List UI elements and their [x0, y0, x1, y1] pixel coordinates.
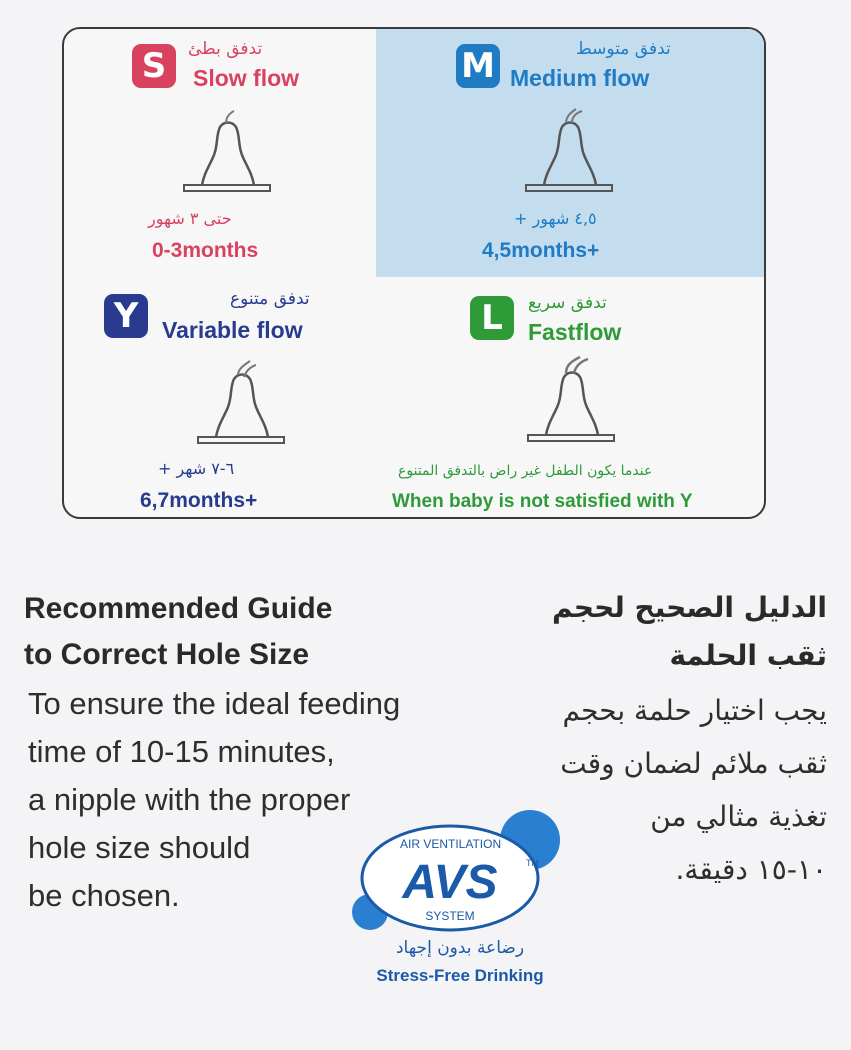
medium-flow-label: Medium flow — [510, 65, 650, 91]
fast-flow-arabic: تدفق سريع — [528, 293, 607, 313]
guide-body-line: be chosen. — [28, 878, 180, 913]
medium-nipple-icon — [516, 103, 622, 199]
variable-flow-label: Variable flow — [162, 317, 303, 343]
fast-note-arabic: عندما يكون الطفل غير راض بالتدفق المتنوع — [398, 463, 653, 479]
fast-note-label: When baby is not satisfied with Y — [392, 491, 693, 512]
variable-flow-cell — [64, 279, 394, 519]
medium-age-label: 4,5months+ — [482, 239, 600, 262]
variable-flow-badge: Y — [104, 294, 148, 338]
slow-age-arabic: حتى ٣ شهور — [148, 209, 232, 228]
arabic-guide-title — [467, 584, 827, 680]
guide-body-line: time of 10-15 minutes, — [28, 734, 335, 769]
avs-tagline-arabic: رضاعة بدون إجهاد — [395, 938, 525, 958]
avs-logo-icon — [340, 808, 580, 938]
slow-age-label: 0-3months — [152, 239, 259, 262]
slow-nipple-icon — [174, 103, 280, 199]
arabic-body-line: ١٠-١٥ دقيقة. — [675, 853, 827, 886]
slow-flow-arabic: تدفق بطئ — [188, 39, 263, 59]
guide-title-line: to Correct Hole Size — [24, 638, 310, 671]
medium-flow-arabic: تدفق متوسط — [576, 39, 671, 59]
avs-main-text: AVS — [402, 856, 498, 909]
medium-age-arabic: ٤,٥ شهور + — [514, 209, 597, 228]
arabic-title-line: ثقب الحلمة — [669, 639, 827, 672]
slow-flow-badge: S — [132, 44, 176, 88]
avs-logo — [340, 808, 580, 998]
guide-body-line: To ensure the ideal feeding — [28, 686, 401, 721]
slow-flow-label: Slow flow — [193, 65, 300, 91]
guide-body-line: a nipple with the proper — [28, 782, 351, 817]
variable-age-label: 6,7months+ — [140, 489, 258, 512]
guide-title — [24, 586, 444, 678]
avs-tagline: Stress-Free Drinking — [376, 966, 544, 985]
fast-flow-cell — [374, 279, 766, 519]
medium-flow-badge: M — [456, 44, 500, 88]
guide-body-line: hole size should — [28, 830, 251, 865]
arabic-title-line: الدليل الصحيح لحجم — [551, 591, 827, 624]
fast-flow-label: Fastflow — [528, 319, 622, 345]
avs-arc-text: AIR VENTILATION — [400, 837, 502, 851]
arabic-body-line: تغذية مثالي من — [650, 800, 827, 833]
slow-flow-cell — [64, 29, 394, 269]
avs-system-text: SYSTEM — [425, 909, 475, 923]
arabic-body-line: يجب اختيار حلمة بحجم — [562, 694, 827, 727]
variable-nipple-icon — [188, 355, 294, 451]
avs-tm: TM — [526, 858, 539, 868]
variable-age-arabic: ٦-٧ شهر + — [158, 459, 235, 478]
arabic-body-line: ثقب ملائم لضمان وقت — [560, 747, 827, 780]
medium-flow-cell — [434, 29, 764, 269]
variable-flow-arabic: تدفق متنوع — [230, 289, 310, 309]
fast-flow-badge: L — [470, 296, 514, 340]
guide-title-line: Recommended Guide — [24, 592, 333, 625]
nipple-flow-panel — [62, 27, 766, 519]
fast-nipple-icon — [518, 353, 624, 449]
